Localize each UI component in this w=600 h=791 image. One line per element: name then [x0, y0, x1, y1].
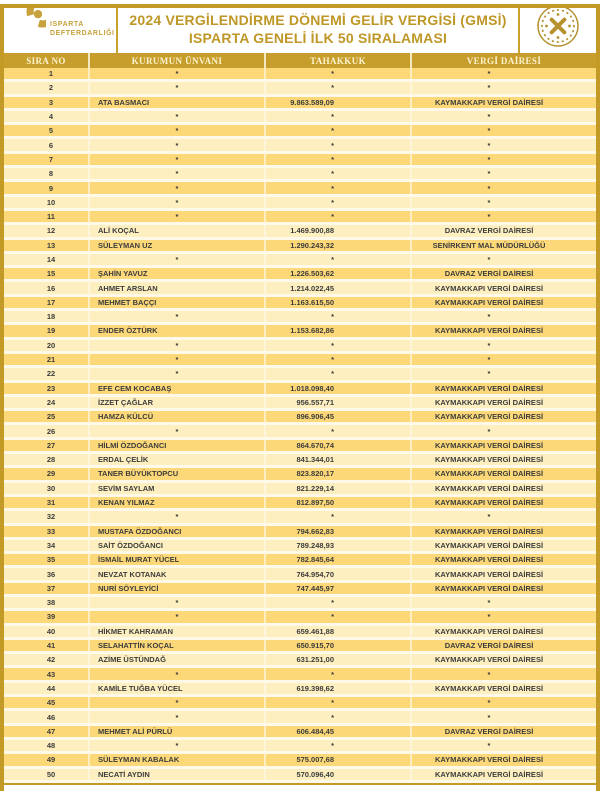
row-office: KAYMAKKAPI VERGİ DAİRESİ: [412, 654, 596, 665]
row-name: SELAHATTİN KOÇAL: [90, 640, 266, 651]
row-name: MUSTAFA ÖZDOĞANCI: [90, 526, 266, 537]
row-rank: 29: [4, 468, 90, 479]
row-rank: 4: [4, 111, 90, 122]
row-rank: 9: [4, 182, 90, 193]
row-office: SENİRKENT MAL MÜDÜRLÜĞÜ: [412, 240, 596, 251]
row-name: *: [90, 154, 266, 165]
row-amount: 782.845,64: [266, 554, 412, 565]
row-amount: *: [266, 697, 412, 708]
row-name: *: [90, 82, 266, 93]
table-row: [4, 125, 596, 139]
table-row: [4, 740, 596, 754]
column-header-kurumun-unvani: KURUMUN ÜNVANI: [90, 53, 266, 68]
row-amount: *: [266, 668, 412, 679]
bottom-margin: [0, 785, 600, 791]
row-rank: 44: [4, 683, 90, 694]
row-rank: 36: [4, 568, 90, 579]
row-name: HAMZA KÜLCÜ: [90, 411, 266, 422]
row-amount: *: [266, 340, 412, 351]
row-amount: *: [266, 168, 412, 179]
table-row: [4, 68, 596, 82]
row-name: SÜLEYMAN UZ: [90, 240, 266, 251]
table-row: [4, 540, 596, 554]
table-row: [4, 225, 596, 239]
row-rank: 1: [4, 68, 90, 79]
row-name: HİLMİ ÖZDOĞANCI: [90, 440, 266, 451]
row-name: *: [90, 425, 266, 436]
row-rank: 33: [4, 526, 90, 537]
row-amount: 606.484,45: [266, 726, 412, 737]
row-name: *: [90, 597, 266, 608]
row-name: MEHMET BAÇÇI: [90, 297, 266, 308]
row-name: *: [90, 340, 266, 351]
row-rank: 6: [4, 139, 90, 150]
table-row: [4, 440, 596, 454]
table-row: [4, 611, 596, 625]
row-rank: 19: [4, 325, 90, 336]
row-office: *: [412, 168, 596, 179]
row-rank: 10: [4, 197, 90, 208]
table-row: [4, 111, 596, 125]
row-amount: *: [266, 182, 412, 193]
row-name: *: [90, 211, 266, 222]
row-amount: *: [266, 139, 412, 150]
row-amount: *: [266, 597, 412, 608]
row-office: *: [412, 668, 596, 679]
row-rank: 47: [4, 726, 90, 737]
column-header-vergi-dairesi: VERGİ DAİRESİ: [466, 55, 542, 66]
row-amount: 821.229,14: [266, 483, 412, 494]
row-rank: 20: [4, 340, 90, 351]
row-office: KAYMAKKAPI VERGİ DAİRESİ: [412, 468, 596, 479]
row-office: *: [412, 139, 596, 150]
row-name: ERDAL ÇELİK: [90, 454, 266, 465]
table-row: [4, 311, 596, 325]
table-row: [4, 282, 596, 296]
logo-org-line2: DEFTERDARLIĞI: [50, 29, 115, 37]
row-rank: 14: [4, 254, 90, 265]
row-office: KAYMAKKAPI VERGİ DAİRESİ: [412, 325, 596, 336]
row-office: *: [412, 125, 596, 136]
page-title-line1: 2024 VERGİLENDİRME DÖNEMİ GELİR VERGİSİ (GMSİ): [129, 11, 507, 28]
row-office: KAYMAKKAPI VERGİ DAİRESİ: [412, 497, 596, 508]
row-amount: 1.226.503,62: [266, 268, 412, 279]
row-rank: 21: [4, 354, 90, 365]
row-name: *: [90, 697, 266, 708]
table-row: [4, 82, 596, 96]
row-amount: 631.251,00: [266, 654, 412, 665]
table-row: [4, 654, 596, 668]
row-rank: 3: [4, 97, 90, 108]
row-amount: 659.461,88: [266, 626, 412, 637]
row-office: *: [412, 340, 596, 351]
row-amount: 764.954,70: [266, 568, 412, 579]
row-amount: 575.007,68: [266, 754, 412, 765]
table-row: [4, 383, 596, 397]
table-row: [4, 268, 596, 282]
row-rank: 43: [4, 668, 90, 679]
defterdarlik-logo-block: [4, 4, 118, 53]
row-name: AHMET ARSLAN: [90, 282, 266, 293]
row-rank: 48: [4, 740, 90, 751]
row-amount: *: [266, 425, 412, 436]
table-row: [4, 754, 596, 768]
row-amount: *: [266, 154, 412, 165]
row-rank: 13: [4, 240, 90, 251]
row-name: SÜLEYMAN KABALAK: [90, 754, 266, 765]
table-row: [4, 354, 596, 368]
row-office: *: [412, 597, 596, 608]
row-office: KAYMAKKAPI VERGİ DAİRESİ: [412, 754, 596, 765]
row-office: KAYMAKKAPI VERGİ DAİRESİ: [412, 568, 596, 579]
row-amount: 619.398,62: [266, 683, 412, 694]
row-amount: 1.290.243,32: [266, 240, 412, 251]
row-amount: 812.897,50: [266, 497, 412, 508]
row-amount: 896.906,45: [266, 411, 412, 422]
row-office: *: [412, 425, 596, 436]
table-header-row: [4, 53, 596, 68]
row-rank: 34: [4, 540, 90, 551]
table-row: [4, 211, 596, 225]
row-amount: *: [266, 111, 412, 122]
row-office: *: [412, 354, 596, 365]
row-rank: 12: [4, 225, 90, 236]
row-amount: 823.820,17: [266, 468, 412, 479]
table-row: [4, 668, 596, 682]
row-name: *: [90, 125, 266, 136]
row-office: DAVRAZ VERGİ DAİRESİ: [412, 726, 596, 737]
row-amount: 1.469.900,88: [266, 225, 412, 236]
row-amount: 1.214.022,45: [266, 282, 412, 293]
table-row: [4, 711, 596, 725]
row-name: NURİ SÖYLEYİCİ: [90, 583, 266, 594]
row-amount: 9.863.589,09: [266, 97, 412, 108]
row-amount: *: [266, 368, 412, 379]
row-office: KAYMAKKAPI VERGİ DAİRESİ: [412, 554, 596, 565]
row-office: KAYMAKKAPI VERGİ DAİRESİ: [412, 483, 596, 494]
row-office: *: [412, 511, 596, 522]
row-amount: 841.344,01: [266, 454, 412, 465]
row-rank: 40: [4, 626, 90, 637]
logo-org-line1: ISPARTA: [50, 20, 84, 28]
row-office: *: [412, 211, 596, 222]
row-office: KAYMAKKAPI VERGİ DAİRESİ: [412, 97, 596, 108]
row-amount: *: [266, 82, 412, 93]
row-amount: 1.153.682,86: [266, 325, 412, 336]
gib-crescent-i-logo-icon: [10, 7, 46, 50]
row-office: *: [412, 711, 596, 722]
row-name: *: [90, 511, 266, 522]
row-name: ENDER ÖZTÜRK: [90, 325, 266, 336]
table-row: [4, 97, 596, 111]
row-office: KAYMAKKAPI VERGİ DAİRESİ: [412, 583, 596, 594]
row-rank: 27: [4, 440, 90, 451]
row-amount: *: [266, 711, 412, 722]
table-row: [4, 468, 596, 482]
page-title: [118, 4, 518, 53]
row-office: KAYMAKKAPI VERGİ DAİRESİ: [412, 282, 596, 293]
row-name: *: [90, 182, 266, 193]
row-name: *: [90, 68, 266, 79]
table-row: [4, 769, 596, 783]
row-amount: *: [266, 740, 412, 751]
ministry-round-seal-icon: [536, 4, 580, 53]
row-name: SAİT ÖZDOĞANCI: [90, 540, 266, 551]
table-row: [4, 697, 596, 711]
table-row: [4, 511, 596, 525]
table-row: [4, 526, 596, 540]
row-name: NECATİ AYDIN: [90, 769, 266, 780]
row-rank: 18: [4, 311, 90, 322]
row-office: DAVRAZ VERGİ DAİRESİ: [412, 225, 596, 236]
table-row: [4, 454, 596, 468]
row-name: EFE CEM KOCABAŞ: [90, 383, 266, 394]
row-amount: 789.248,93: [266, 540, 412, 551]
row-name: *: [90, 711, 266, 722]
table-row: [4, 397, 596, 411]
table-row: [4, 154, 596, 168]
row-name: TANER BÜYÜKTOPCU: [90, 468, 266, 479]
row-amount: *: [266, 197, 412, 208]
table-row: [4, 640, 596, 654]
table-row: [4, 483, 596, 497]
table-row: [4, 254, 596, 268]
row-rank: 31: [4, 497, 90, 508]
row-amount: *: [266, 211, 412, 222]
row-office: *: [412, 182, 596, 193]
table-row: [4, 411, 596, 425]
row-rank: 5: [4, 125, 90, 136]
row-name: ŞAHİN YAVUZ: [90, 268, 266, 279]
row-office: DAVRAZ VERGİ DAİRESİ: [412, 268, 596, 279]
row-rank: 46: [4, 711, 90, 722]
row-name: *: [90, 311, 266, 322]
table-row: [4, 168, 596, 182]
row-amount: 794.662,83: [266, 526, 412, 537]
table-body: [4, 68, 596, 783]
row-office: *: [412, 82, 596, 93]
row-office: KAYMAKKAPI VERGİ DAİRESİ: [412, 383, 596, 394]
row-name: İZZET ÇAĞLAR: [90, 397, 266, 408]
table-row: [4, 340, 596, 354]
row-rank: 16: [4, 282, 90, 293]
row-name: AZİME ÜSTÜNDAĞ: [90, 654, 266, 665]
row-name: MEHMET ALİ PÜRLÜ: [90, 726, 266, 737]
row-rank: 50: [4, 769, 90, 780]
row-office: *: [412, 311, 596, 322]
row-office: *: [412, 611, 596, 622]
row-office: KAYMAKKAPI VERGİ DAİRESİ: [412, 397, 596, 408]
row-name: *: [90, 611, 266, 622]
table-row: [4, 726, 596, 740]
row-name: *: [90, 254, 266, 265]
table-row: [4, 554, 596, 568]
row-amount: 570.096,40: [266, 769, 412, 780]
table-row: [4, 297, 596, 311]
row-name: NEVZAT KOTANAK: [90, 568, 266, 579]
row-name: ALİ KOÇAL: [90, 225, 266, 236]
row-rank: 8: [4, 168, 90, 179]
row-rank: 45: [4, 697, 90, 708]
row-rank: 2: [4, 82, 90, 93]
row-amount: *: [266, 511, 412, 522]
document-header: [4, 4, 596, 53]
table-row: [4, 240, 596, 254]
row-amount: 747.445,97: [266, 583, 412, 594]
row-rank: 7: [4, 154, 90, 165]
row-name: *: [90, 368, 266, 379]
table-row: [4, 197, 596, 211]
row-rank: 24: [4, 397, 90, 408]
row-office: *: [412, 111, 596, 122]
row-office: KAYMAKKAPI VERGİ DAİRESİ: [412, 297, 596, 308]
row-amount: *: [266, 125, 412, 136]
row-name: İSMAİL MURAT YÜCEL: [90, 554, 266, 565]
document-page: [0, 4, 600, 791]
row-rank: 42: [4, 654, 90, 665]
row-rank: 15: [4, 268, 90, 279]
page-title-line2: ISPARTA GENELİ İLK 50 SIRALAMASI: [188, 29, 448, 46]
row-rank: 49: [4, 754, 90, 765]
table-row: [4, 325, 596, 339]
row-office: KAYMAKKAPI VERGİ DAİRESİ: [412, 626, 596, 637]
table-row: [4, 683, 596, 697]
row-name: *: [90, 668, 266, 679]
row-amount: *: [266, 611, 412, 622]
row-rank: 39: [4, 611, 90, 622]
row-amount: 650.915,70: [266, 640, 412, 651]
table-row: [4, 497, 596, 511]
row-office: *: [412, 254, 596, 265]
row-rank: 22: [4, 368, 90, 379]
row-rank: 17: [4, 297, 90, 308]
row-rank: 25: [4, 411, 90, 422]
row-office: *: [412, 154, 596, 165]
row-office: KAYMAKKAPI VERGİ DAİRESİ: [412, 540, 596, 551]
row-rank: 23: [4, 383, 90, 394]
row-amount: 1.018.098,40: [266, 383, 412, 394]
row-name: *: [90, 139, 266, 150]
row-office: *: [412, 697, 596, 708]
row-amount: *: [266, 68, 412, 79]
row-amount: *: [266, 254, 412, 265]
row-name: KAMİLE TUĞBA YÜCEL: [90, 683, 266, 694]
row-name: HİKMET KAHRAMAN: [90, 626, 266, 637]
table-row: [4, 583, 596, 597]
row-rank: 11: [4, 211, 90, 222]
row-name: *: [90, 111, 266, 122]
row-amount: 956.557,71: [266, 397, 412, 408]
row-rank: 41: [4, 640, 90, 651]
row-office: KAYMAKKAPI VERGİ DAİRESİ: [412, 769, 596, 780]
row-name: *: [90, 197, 266, 208]
row-amount: 864.670,74: [266, 440, 412, 451]
table-row: [4, 182, 596, 196]
table-row: [4, 139, 596, 153]
row-office: DAVRAZ VERGİ DAİRESİ: [412, 640, 596, 651]
table-row: [4, 597, 596, 611]
column-header-sira-no: SIRA NO: [4, 53, 90, 68]
row-office: KAYMAKKAPI VERGİ DAİRESİ: [412, 411, 596, 422]
row-rank: 28: [4, 454, 90, 465]
row-office: *: [412, 68, 596, 79]
column-header-tahakkuk: TAHAKKUK: [266, 53, 412, 68]
table-row: [4, 568, 596, 582]
row-name: KENAN YILMAZ: [90, 497, 266, 508]
row-office: KAYMAKKAPI VERGİ DAİRESİ: [412, 440, 596, 451]
row-amount: 1.163.615,50: [266, 297, 412, 308]
ministry-seal-block: [518, 4, 596, 53]
row-rank: 37: [4, 583, 90, 594]
row-office: KAYMAKKAPI VERGİ DAİRESİ: [412, 526, 596, 537]
row-name: *: [90, 354, 266, 365]
row-amount: *: [266, 311, 412, 322]
row-name: *: [90, 740, 266, 751]
row-name: *: [90, 168, 266, 179]
table-row: [4, 368, 596, 382]
table-row: [4, 425, 596, 439]
row-office: *: [412, 368, 596, 379]
row-rank: 26: [4, 425, 90, 436]
row-office: KAYMAKKAPI VERGİ DAİRESİ: [412, 683, 596, 694]
row-name: ATA BASMACI: [90, 97, 266, 108]
row-amount: *: [266, 354, 412, 365]
row-name: SEVİM SAYLAM: [90, 483, 266, 494]
row-rank: 30: [4, 483, 90, 494]
row-office: KAYMAKKAPI VERGİ DAİRESİ: [412, 454, 596, 465]
defterdarlik-logo-text: [50, 20, 115, 38]
row-office: *: [412, 740, 596, 751]
row-rank: 38: [4, 597, 90, 608]
row-rank: 32: [4, 511, 90, 522]
row-office: *: [412, 197, 596, 208]
row-rank: 35: [4, 554, 90, 565]
table-row: [4, 626, 596, 640]
